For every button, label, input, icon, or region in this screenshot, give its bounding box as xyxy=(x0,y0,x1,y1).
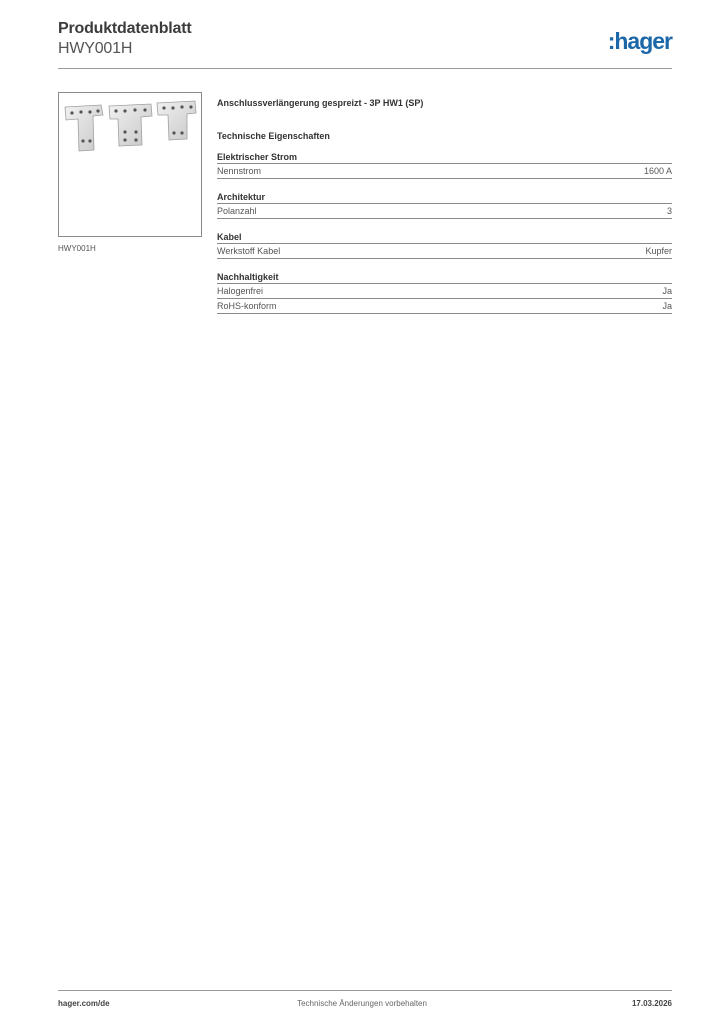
hager-logo: :hager xyxy=(607,28,672,54)
footer-date: 17.03.2026 xyxy=(631,999,672,1008)
spec-value: Ja xyxy=(662,286,672,296)
group-title-cable: Kabel xyxy=(217,231,672,244)
group-title-electrical: Elektrischer Strom xyxy=(217,151,672,164)
page-header xyxy=(58,20,672,70)
spec-row-rohs xyxy=(217,299,672,314)
group-title-architecture: Architektur xyxy=(217,191,672,204)
spec-row-cable-material xyxy=(217,244,672,259)
image-caption: HWY001H xyxy=(58,244,96,253)
spec-row-halogen-free xyxy=(217,284,672,299)
spec-label: Halogenfrei xyxy=(217,286,264,296)
product-name: Anschlussverlängerung gespreizt - 3P HW1 (SP) xyxy=(217,98,424,108)
group-title-sustainability: Nachhaltigkeit xyxy=(217,271,672,284)
footer-website: hager.com/de xyxy=(58,999,110,1008)
spec-label: Polanzahl xyxy=(217,206,257,216)
terminal-extension-plates-image xyxy=(59,93,201,236)
header-divider xyxy=(58,68,672,69)
spec-row-pole-count xyxy=(217,204,672,219)
spec-label: Nennstrom xyxy=(217,166,262,176)
product-image-frame xyxy=(58,92,202,237)
product-code: HWY001H xyxy=(58,40,133,57)
spec-value: 3 xyxy=(666,206,672,216)
spec-label: RoHS-konform xyxy=(217,301,277,311)
product-details xyxy=(217,96,672,314)
spec-label: Werkstoff Kabel xyxy=(217,246,281,256)
spec-value: Kupfer xyxy=(645,246,672,256)
technical-properties-heading: Technische Eigenschaften xyxy=(217,131,330,141)
footer-divider xyxy=(58,990,672,991)
document-title: Produktdatenblatt xyxy=(58,20,192,37)
spec-value: 1600 A xyxy=(643,166,672,176)
spec-value: Ja xyxy=(662,301,672,311)
footer-notice: Technische Änderungen vorbehalten xyxy=(297,999,427,1008)
spec-row-rated-current xyxy=(217,164,672,179)
